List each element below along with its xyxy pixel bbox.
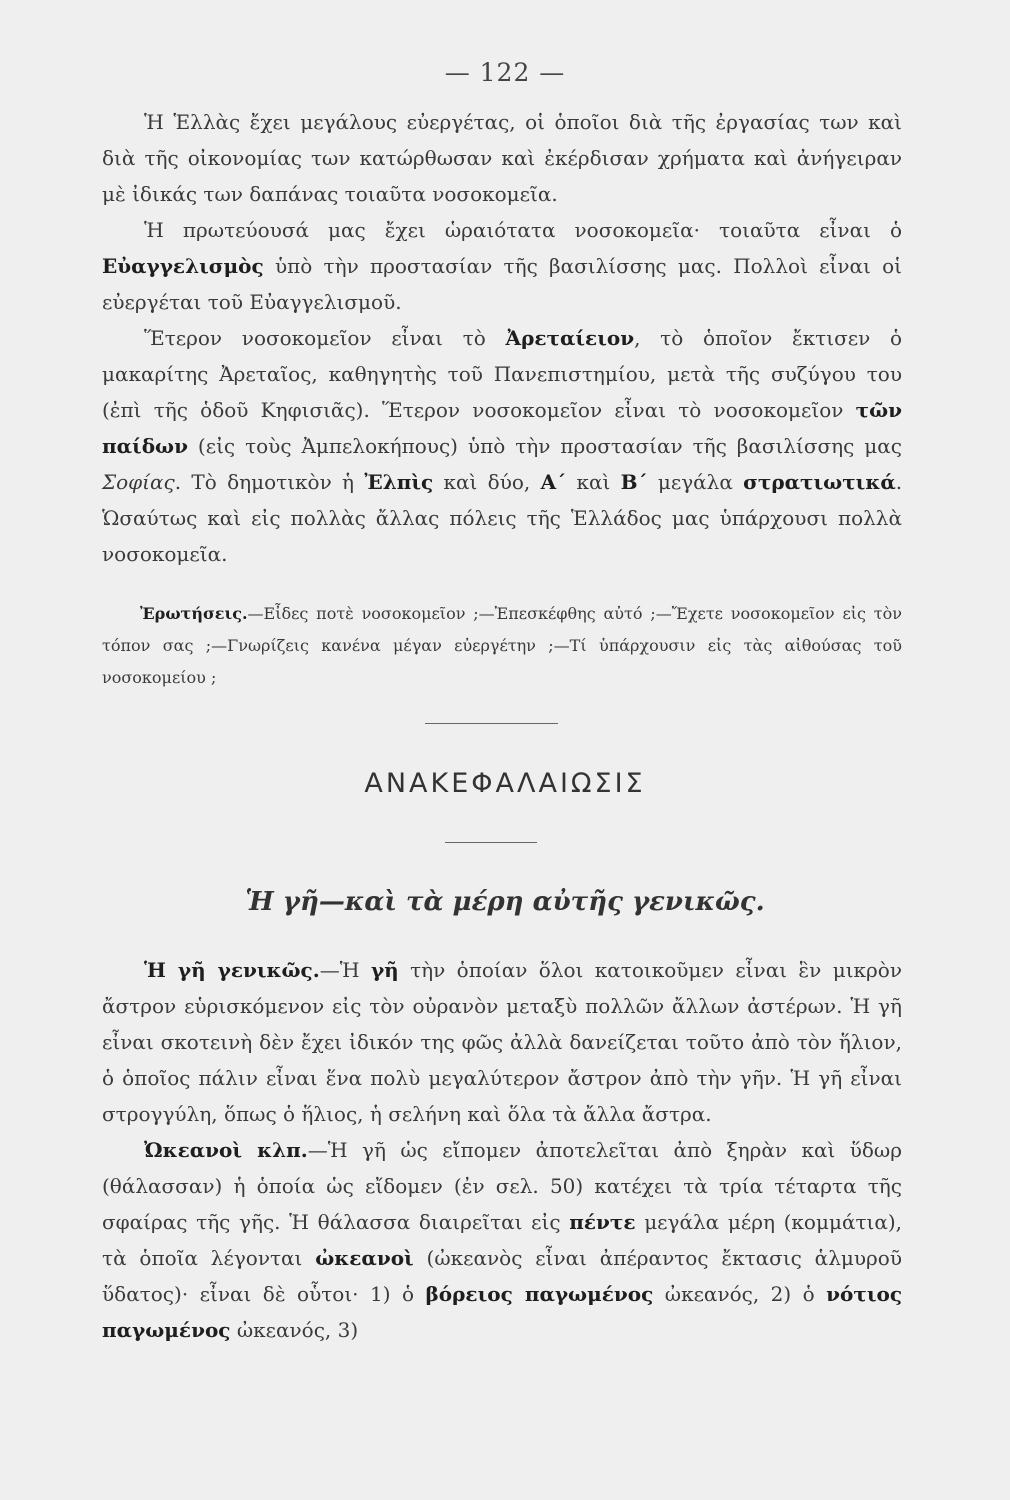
bold-term: ὠκεανοὶ bbox=[315, 1246, 414, 1270]
paragraph-text: . Ὡσαύτως καὶ εἰς πολλὰς ἄλλας πόλεις τῆς Ἑλλάδος μας ὑπάρχουσι πολλὰ νοσοκομεῖα. bbox=[102, 470, 903, 566]
paragraph-text: Ἡ Ἑλλὰς ἔχει μεγάλους εὐεργέτας, οἱ ὁποῖοι διὰ τῆς ἐργασίας των καὶ διὰ τῆς οἰκονομίας των κατώρθωσαν καὶ ἐκέρδισαν χρήματα καὶ ἀνήγειραν μὲ ἰδικάς των δαπάνας τοιαῦτα νοσοκομεῖα. bbox=[102, 110, 902, 206]
section-heading: ΑΝΑΚΕΦΑΛΑΙΩΣΙΣ bbox=[364, 768, 646, 799]
paragraph-text: —Ἡ bbox=[319, 958, 360, 982]
hospitals-text bbox=[102, 104, 902, 572]
paragraph bbox=[102, 104, 902, 212]
bold-term: βόρειος παγωμένος bbox=[425, 1282, 654, 1306]
paragraph-text: καὶ bbox=[576, 470, 611, 494]
paragraph-text: , τὸ ὁποῖον ἔκτισεν ὁ μακαρίτης Ἀρεταῖος, καθηγητὴς τοῦ Πανεπιστημίου, μετὰ τῆς συζύγου του (ἐπὶ τῆς ὁδοῦ Κηφισιᾶς). Ἕτερον νοσοκομεῖον εἶναι τὸ νοσοκομεῖον bbox=[102, 326, 903, 422]
subheading: Ἡ γῆ—καὶ τὰ μέρη αὐτῆς γενικῶς. bbox=[245, 887, 765, 917]
bold-term: γῆ bbox=[370, 958, 399, 982]
paragraph-text: καὶ δύο, bbox=[443, 470, 531, 494]
paragraph-text: ὠκεανός, 2) ὁ bbox=[664, 1282, 815, 1306]
bold-term: Εὐαγγελισμὸς bbox=[102, 254, 264, 278]
earth-text bbox=[102, 952, 902, 1348]
paragraph-text: ὠκεανός, 3) bbox=[236, 1318, 359, 1342]
page-number: — 122 — bbox=[444, 58, 566, 87]
bold-term: Β΄ bbox=[620, 470, 648, 494]
bold-term: Α΄ bbox=[540, 470, 567, 494]
bold-term: Ἡ γῆ γενικῶς. bbox=[144, 958, 320, 982]
paragraph-text: (ὠκεανὸς εἶναι ἀπέραντος ἔκτασις ἁλμυροῦ ὕδατος)· εἶναι δὲ οὗτοι· 1) ὁ bbox=[102, 1246, 902, 1306]
questions-text: —Εἶδες ποτὲ νοσοκομεῖον ;—Ἐπεσκέφθης αὐτό ;—Ἔχετε νοσοκομεῖον εἰς τὸν τόπον σας ;—Γνωρίζεις κανένα μέγαν εὐεργέτην ;—Τί ὑπάρχουσιν εἰς τὰς αἰθούσας τοῦ νοσοκομείου ; bbox=[102, 604, 902, 687]
paragraph bbox=[102, 1132, 902, 1348]
divider bbox=[445, 842, 537, 843]
paragraph-text: ὑπὸ τὴν προστασίαν τῆς βασιλίσσης μας. Πολλοὶ εἶναι οἱ εὐεργέται τοῦ Εὐαγγελισμοῦ. bbox=[102, 254, 902, 314]
bold-term: Ἀρεταίειον bbox=[505, 326, 635, 350]
paragraph bbox=[102, 952, 902, 1132]
questions-label: Ἐρωτήσεις. bbox=[140, 604, 248, 623]
paragraph-text: . Τὸ δημοτικὸν ἡ bbox=[174, 470, 355, 494]
paragraph bbox=[102, 320, 902, 572]
paragraph-text: μεγάλα μέρη (κομμάτια), τὰ ὁποῖα λέγονται bbox=[102, 1210, 903, 1270]
bold-term: Ὠκεανοὶ κλπ. bbox=[144, 1138, 308, 1162]
paragraph-text: Ἕτερον νοσοκομεῖον εἶναι τὸ bbox=[144, 326, 486, 350]
paragraph-text: —Ἡ γῆ ὡς εἴπομεν ἀποτελεῖται ἀπὸ ξηρὰν καὶ ὕδωρ (θάλασσαν) ἡ ὁποία ὡς εἴδομεν (ἐν σελ. 50) κατέχει τὰ τρία τέταρτα τῆς σφαίρας τῆς γῆς. Ἡ θάλασσα διαιρεῖται εἰς bbox=[102, 1138, 903, 1234]
paragraph bbox=[102, 212, 902, 320]
bold-term: νότιος παγωμένος bbox=[102, 1282, 903, 1342]
paragraph-text: τὴν ὁποίαν ὅλοι κατοικοῦμεν εἶναι ἓν μικρὸν ἄστρον εὑρισκόμενον εἰς τὸν οὐρανὸν μεταξὺ πολλῶν ἄλλων ἀστέρων. Ἡ γῆ εἶναι σκοτεινὴ δὲν ἔχει ἰδικόν της φῶς ἀλλὰ δανείζεται τοῦτο ἀπὸ τὸν ἥλιον, ὁ ὁποῖος πάλιν εἶναι ἕνα πολὺ μεγαλύτερον ἄστρον ἀπὸ τὴν γῆν. Ἡ γῆ εἶναι στρογγύλη, ὅπως ὁ ἥλιος, ἡ σελήνη καὶ ὅλα τὰ ἄλλα ἄστρα. bbox=[102, 958, 902, 1126]
bold-term: στρατιωτικά bbox=[743, 470, 896, 494]
bold-term: πέντε bbox=[569, 1210, 636, 1234]
paragraph-text: Ἡ πρωτεύουσά μας ἔχει ὡραιότατα νοσοκομεῖα· τοιαῦτα εἶναι ὁ bbox=[144, 218, 902, 242]
italic-term: Σοφίας bbox=[102, 470, 175, 494]
bold-term: Ἐλπὶς bbox=[364, 470, 434, 494]
questions-paragraph bbox=[102, 598, 902, 694]
paragraph-text: μεγάλα bbox=[657, 470, 733, 494]
paragraph-text: (εἰς τοὺς Ἀμπελοκήπους) ὑπὸ τὴν προστασίαν τῆς βασιλίσσης μας bbox=[197, 434, 903, 458]
bold-term: τῶν παίδων bbox=[102, 398, 903, 458]
divider bbox=[425, 723, 558, 724]
